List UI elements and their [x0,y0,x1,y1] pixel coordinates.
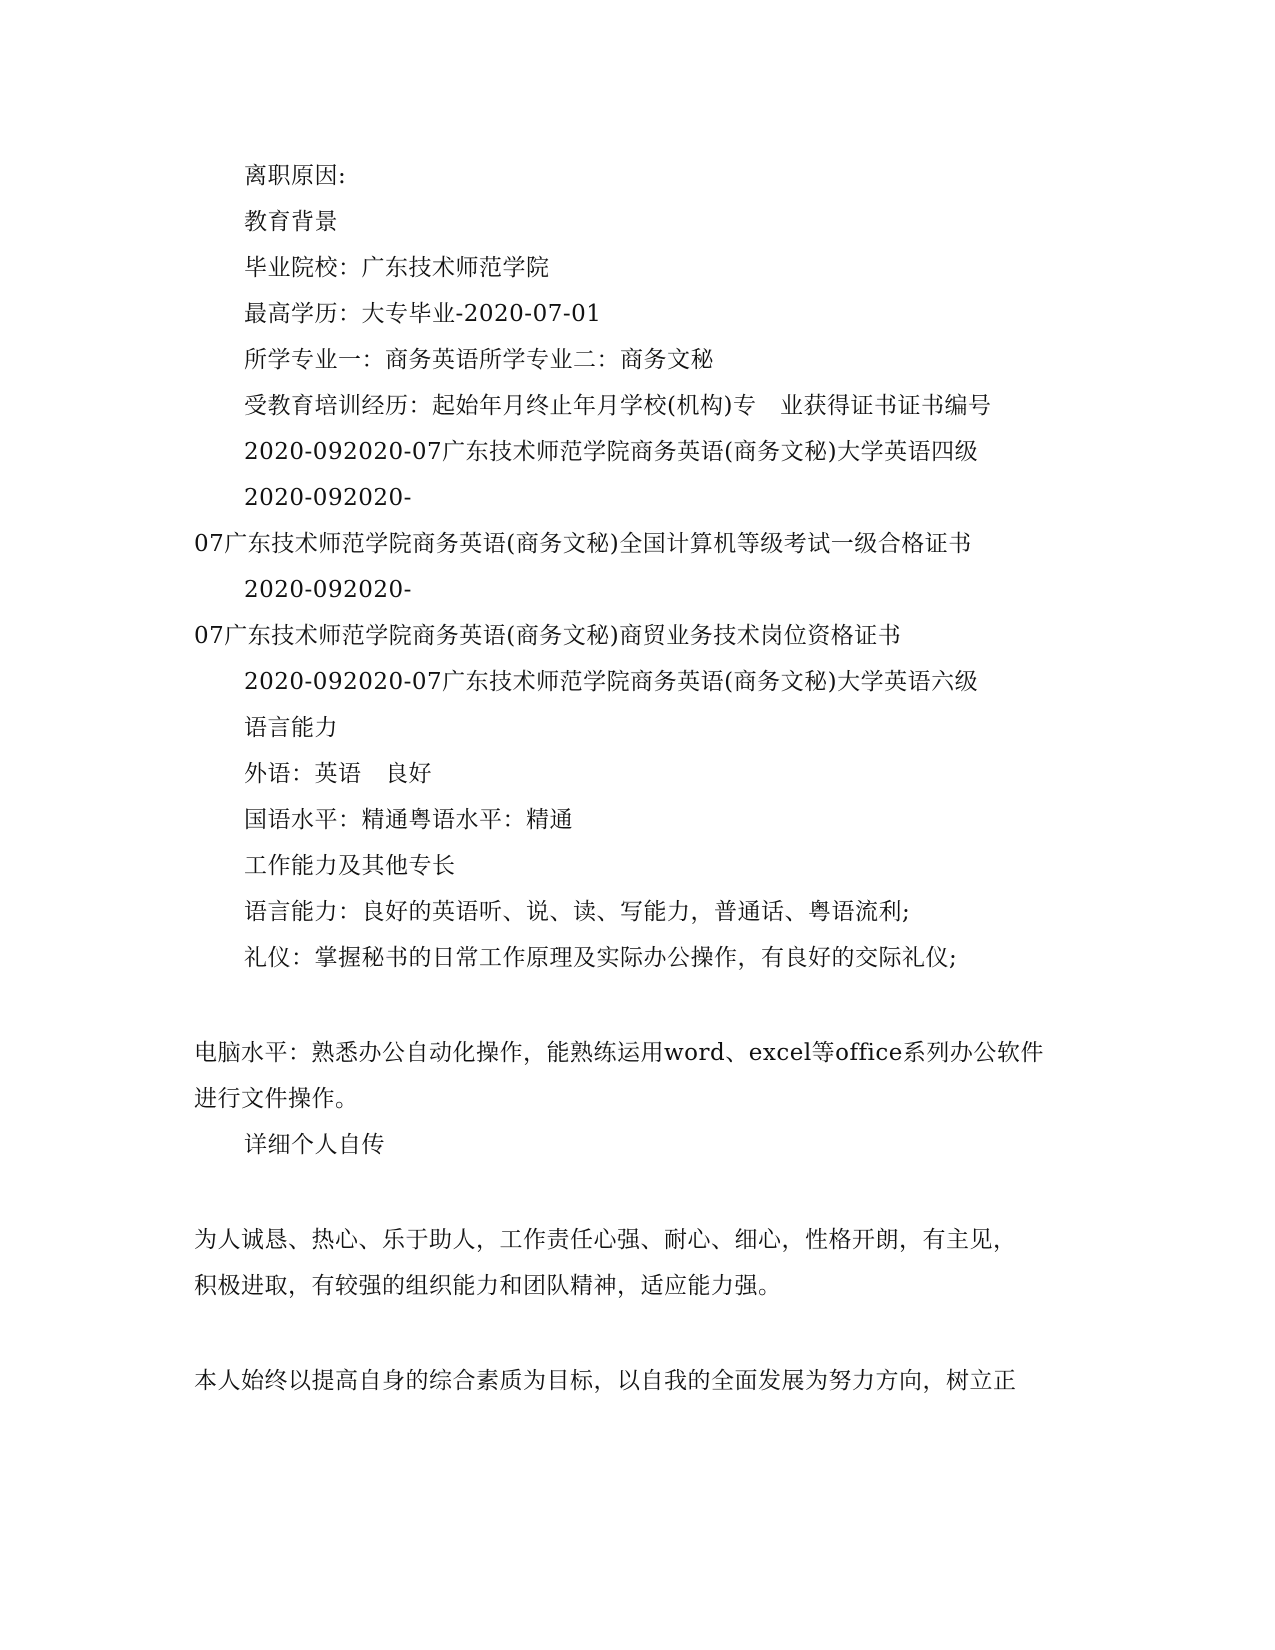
training-entry-3-cont: 07广东技术师范学院商务英语(商务文秘)商贸业务技术岗位资格证书 [194,623,902,649]
language-skills: 语言能力：良好的英语听、说、读、写能力，普通话、粤语流利; [244,899,911,925]
personality-paragraph-cont: 积极进取，有较强的组织能力和团队精神，适应能力强。 [194,1273,782,1299]
training-entry-3-start: 2020-092020- [244,577,412,603]
computer-skills-cont: 进行文件操作。 [194,1086,359,1112]
education-heading: 教育背景 [244,209,338,235]
personality-paragraph: 为人诚恳、热心、乐于助人，工作责任心强、耐心、细心，性格开朗，有主见， [194,1227,1017,1253]
graduate-school: 毕业院校：广东技术师范学院 [244,255,550,281]
foreign-language: 外语：英语 良好 [244,761,432,787]
autobiography-heading: 详细个人自传 [244,1132,385,1158]
resignation-reason-label: 离职原因: [244,163,347,189]
goal-paragraph: 本人始终以提高自身的综合素质为目标，以自我的全面发展为努力方向，树立正 [194,1368,1017,1394]
training-entry-2-cont: 07广东技术师范学院商务英语(商务文秘)全国计算机等级考试一级合格证书 [194,531,972,557]
highest-degree: 最高学历：大专毕业-2020-07-01 [244,301,602,327]
language-heading: 语言能力 [244,715,338,741]
training-entry-2-start: 2020-092020- [244,485,412,511]
computer-skills: 电脑水平：熟悉办公自动化操作，能熟练运用word、excel等office系列办公软件 [194,1040,1044,1066]
mandarin-cantonese-level: 国语水平：精通粤语水平：精通 [244,807,573,833]
training-entry-1: 2020-092020-07广东技术师范学院商务英语(商务文秘)大学英语四级 [244,439,979,465]
training-history-header: 受教育培训经历：起始年月终止年月学校(机构)专 业获得证书证书编号 [244,393,992,419]
etiquette-skills: 礼仪：掌握秘书的日常工作原理及实际办公操作，有良好的交际礼仪; [244,945,958,971]
work-skills-heading: 工作能力及其他专长 [244,853,456,879]
training-entry-4: 2020-092020-07广东技术师范学院商务英语(商务文秘)大学英语六级 [244,669,979,695]
majors: 所学专业一：商务英语所学专业二：商务文秘 [244,347,714,373]
